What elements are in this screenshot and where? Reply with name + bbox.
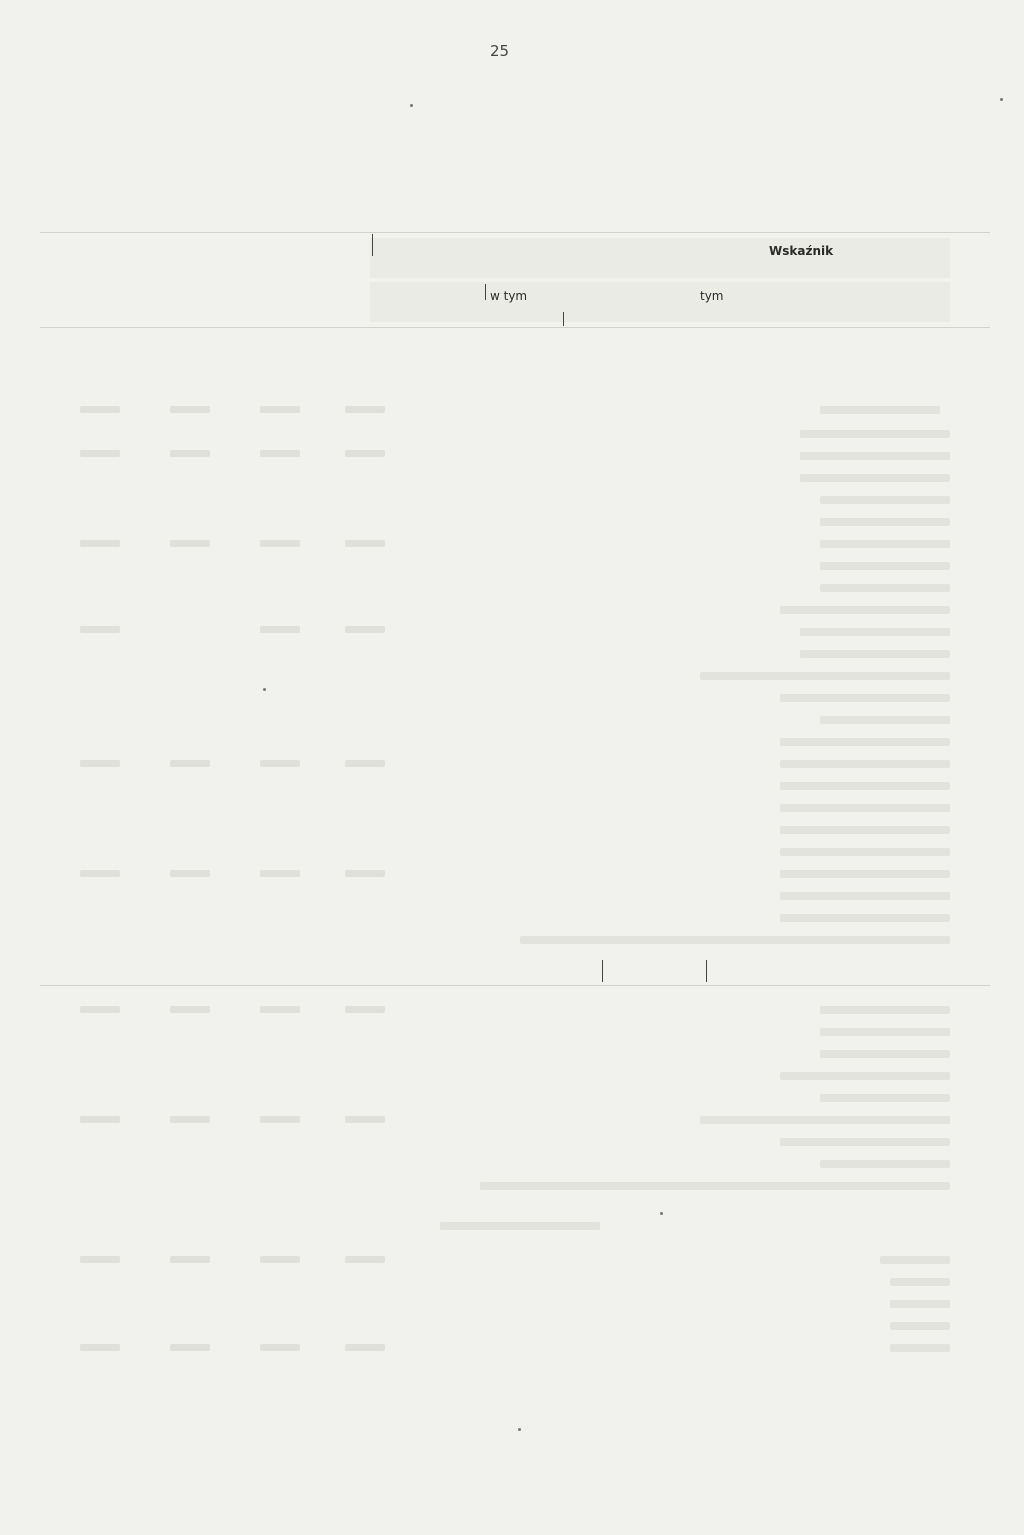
header-divider-3 bbox=[563, 312, 564, 326]
speck bbox=[1000, 98, 1003, 101]
page-number: 25 bbox=[490, 42, 510, 60]
section-rule-1 bbox=[40, 985, 990, 986]
speck bbox=[263, 688, 266, 691]
subheader-band bbox=[370, 282, 950, 322]
speck bbox=[660, 1212, 663, 1215]
subheader-tym: tym bbox=[700, 289, 724, 303]
section-divider-1 bbox=[602, 960, 603, 982]
speck bbox=[518, 1428, 521, 1431]
indicator-header: Wskaźnik bbox=[769, 244, 834, 258]
header-top-rule bbox=[40, 232, 990, 233]
header-divider-2 bbox=[485, 284, 486, 300]
header-band bbox=[370, 238, 950, 278]
speck bbox=[410, 104, 413, 107]
subheader-w-tym: w tym bbox=[490, 289, 528, 303]
header-bottom-rule bbox=[40, 327, 990, 328]
header-divider-1 bbox=[372, 234, 373, 256]
section-divider-2 bbox=[706, 960, 707, 982]
